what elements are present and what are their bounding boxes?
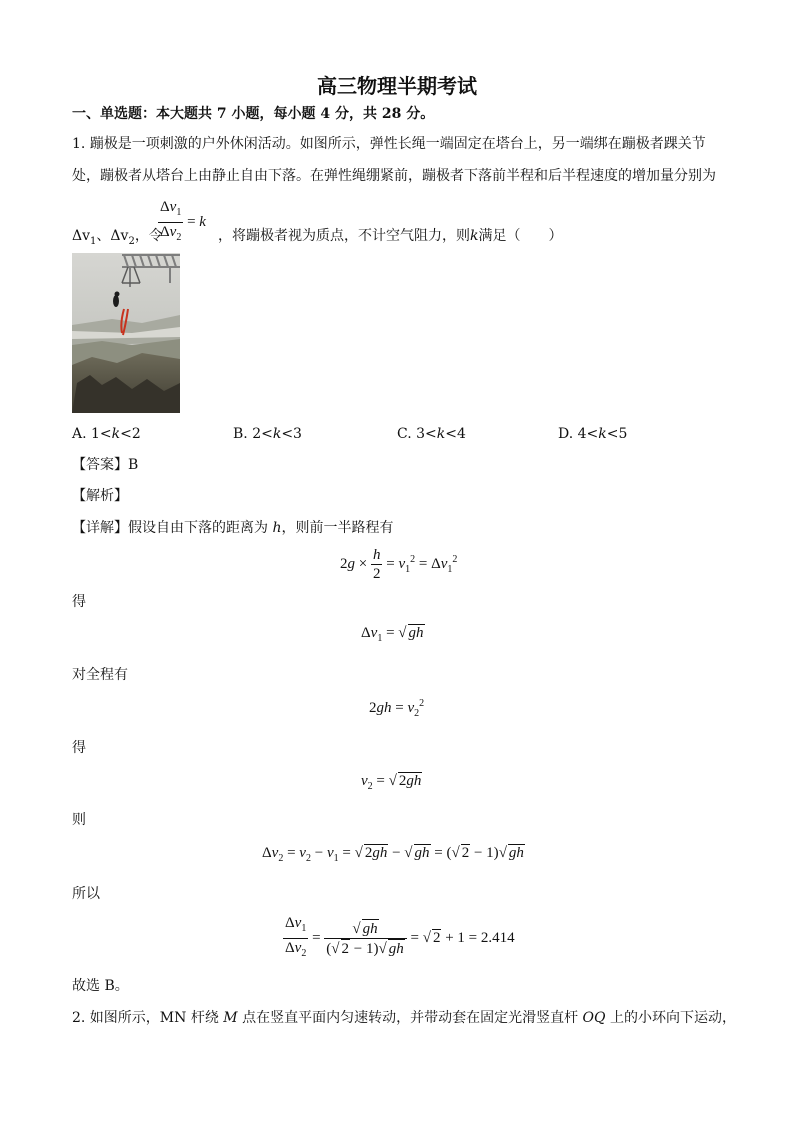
de-text-2: 得 [72,740,86,756]
de-text: 得 [72,594,86,610]
ratio-value: 2.414 [480,929,515,946]
option-b: B. 2<k<3 [233,426,302,442]
equation-delta-v1: $\Delta v_1$ = √ gh [361,625,424,644]
bungee-photo [72,253,180,413]
whole-process-text: 对全程有 [72,667,128,683]
equation-first-half: 2g × $\frac{h}{2}$ = $v_1^2 = \Delta v_1^2$ [340,547,458,582]
q1-text-line3-rest: ，将蹦极者视为质点，不计空气阻力，则k满足（ ） [218,228,563,244]
ze-text: 则 [72,812,86,828]
k-definition-formula: $\frac{\Delta v_1}{\Delta v_2}$ = k [160,199,206,243]
suoyi-text: 所以 [72,886,100,902]
detail-text: 【详解】假设自由下落的距离为 h，则前一半路程有 [72,520,394,536]
option-a: A. 1<k<2 [72,426,141,442]
page-title: 高三物理半期考试 [317,74,477,98]
option-d: D. 4<k<5 [558,426,628,442]
q2-text: 2. 如图所示，MN 杆绕 M 点在竖直平面内匀速转动，并带动套在固定光滑竖直杆 OQ 上的小环向下运动， [72,1010,736,1026]
delta-v1-label: $\Delta v_1$ [72,228,97,247]
q1-text-line2: 处，蹦极者从塔台上由静止自由下落。在弹性绳绷紧前，蹦极者下落前半程和后半程速度的增加量分别为 [72,168,716,184]
q1-text-line1: 1. 蹦极是一项刺激的户外休闲活动。如图所示，弹性长绳一端固定在塔台上，另一端绑在蹦极者踝关节 [72,136,706,152]
section-heading: 一、单选题：本大题共 7 小题，每小题 4 分，共 28 分。 [72,106,435,122]
equation-whole: $2gh = v_2^2$ [369,698,425,719]
analysis-label: 【解析】 [72,488,128,504]
option-c: C. 3<k<4 [397,426,466,442]
q1-text-line3 [72,226,163,252]
conclusion-text: 故选 B。 [72,978,129,994]
answer-label: 【答案】B [72,457,139,473]
delta-v2-label: 、$\Delta v_2$ [96,228,135,247]
equation-v2: $v_2$ = √ 2gh [361,773,422,792]
equation-ratio: $\frac{\Delta v_1}{\Delta v_2}$ = $\frac{√ gh}{(√ 2 - 1)√ gh}$ = √ 2 + 1 = 2.414 [285,915,515,959]
ling-text: ，令 [134,228,163,244]
equation-delta-v2: $\Delta v_2 = v_2 - v_1$ = √ 2gh − √ gh = (√ 2 − 1)√ gh [262,845,524,864]
